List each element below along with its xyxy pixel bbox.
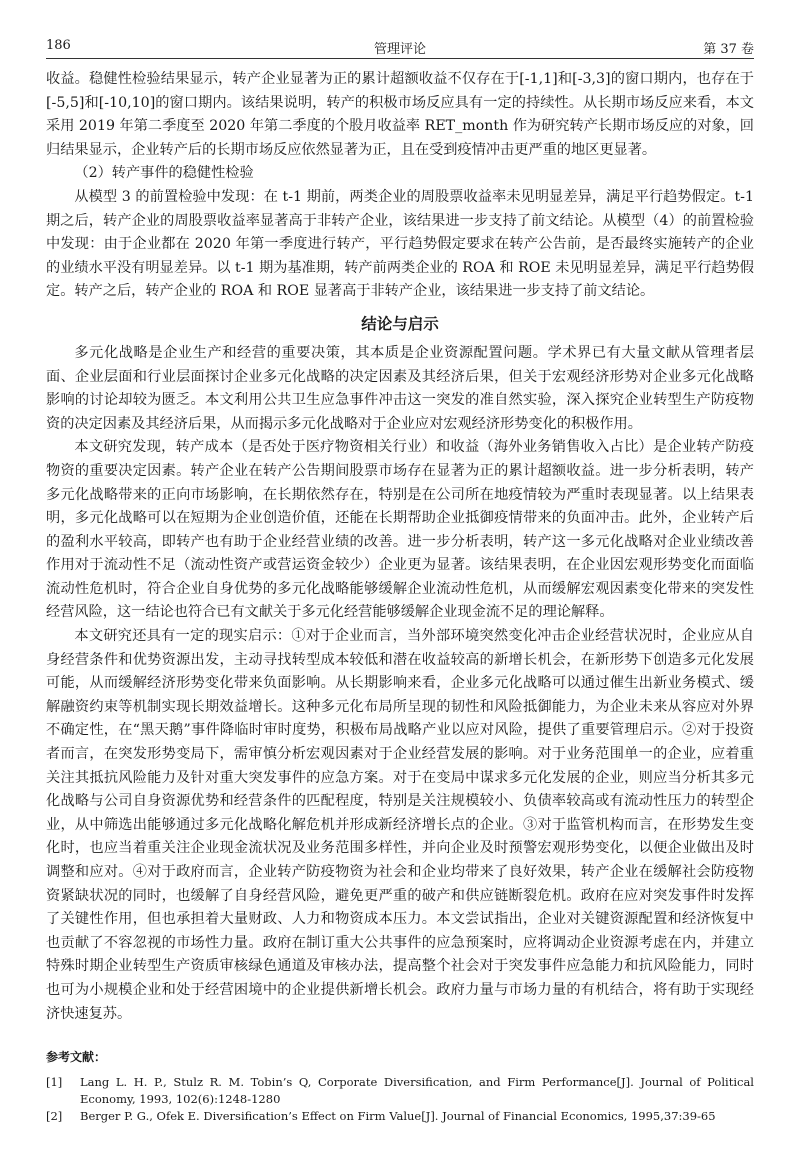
volume-label: 第 37 卷 [703, 42, 754, 57]
subsection-heading: （2）转产事件的稳健性检验 [74, 165, 254, 182]
references-title: 参考文献： [46, 1050, 107, 1065]
section-title: 结论与启示 [361, 314, 439, 333]
running-header [46, 24, 754, 59]
reference-text: Berger P. G., Ofek E. Diversification’s Effect on Firm Value[J]. Journal of Financial Economics, 1995,37:39-65 [80, 1108, 716, 1123]
body-paragraph: 本文研究发现，转产成本（是否处于医疗物资相关行业）和收益（海外业务销售收入占比）是企业转产防疫物资的重要决定因素。转产企业在转产公告期间股票市场存在显著为正的累计超额收益。进一步分析表明，转产多元化战略带来的正向市场影响，在长期依然存在，特别是在公司所在地疫情较为严重时表现显著。以上结果表明，多元化战略可以在短期为企业创造价值，还能在长期帮助企业抵御疫情带来的负面冲击。此外，企业转产后的盈利水平较高，即转产也有助于企业经营业绩的改善。进一步分析表明，转产这一多元化战略对企业业绩改善作用对于流动性不足（流动性资产或营运资金较少）企业更为显著。该结果表明，在企业因宏观形势变化而面临流动性危机时，符合企业自身优势的多元化战略能够缓解企业流动性危机，从而缓解宏观因素变化带来的突发性经营风险，这一结论也符合已有文献关于多元化经营能够缓解企业现金流不足的理论解释。 [46, 439, 754, 621]
body-paragraph: 从模型 3 的前置检验中发现：在 t-1 期前，两类企业的周股票收益率未见明显差异，满足平行趋势假定。t-1 期之后，转产企业的周股票收益率显著高于非转产企业，该结果进一步支持了前文结论。从模型（4）的前置检验中发现：由于企业都在 2020 年第一季度进行转产，平行趋势假定要求在转产公告前，是否最终实施转产的企业的业绩水平没有明显差异。以 t-1 期为基准期，转产前两类企业的 ROA 和 ROE 未见明显差异，满足平行趋势假定。转产之后，转产企业的 ROA 和 ROE 显著高于非转产企业，该结果进一步支持了前文结论。 [46, 188, 754, 300]
reference-text: Lang L. H. P., Stulz R. M. Tobin’s Q, Corporate Diversification, and Firm Performance[J]. Journal of Political Economy, 1993, 102(6):1248-1280 [80, 1074, 754, 1106]
body-paragraph: 本文研究还具有一定的现实启示：①对于企业而言，当外部环境突然变化冲击企业经营状况时，企业应从自身经营条件和优势资源出发，主动寻找转型成本较低和潜在收益较高的新增长机会，在新形势下创造多元化发展可能，从而缓解经济形势变化带来负面影响。从长期影响来看，企业多元化战略可以通过催生出新业务模式、缓解融资约束等机制实现长期效益增长。这种多元化布局所呈现的韧性和风险抵御能力，为企业未来从容应对外界不确定性，在“黑天鹅”事件降临时审时度势，积极布局战略产业以应对风险，提供了重要管理启示。②对于投资者而言，在突发形势变局下，需审慎分析宏观因素对于企业经营发展的影响。对于业务范围单一的企业，应着重关注其抵抗风险能力及针对重大突发事件的应急方案。对于在变局中谋求多元化发展的企业，则应当分析其多元化战略与公司自身资源优势和经营条件的匹配程度，特别是关注规模较小、负债率较高或有流动性压力的转型企业，从中筛选出能够通过多元化战略化解危机并形成新经济增长点的企业。③对于监管机构而言，在形势发生变化时，也应当着重关注企业现金流状况及业务范围多样性，并向企业及时预警宏观形势变化，以便企业做出及时调整和应对。④对于政府而言，企业转产防疫物资为社会和企业均带来了良好效果，转产企业在缓解社会防疫物资紧缺状况的同时，也缓解了自身经营风险，避免更严重的破产和供应链断裂危机。政府在应对突发事件时发挥了关键性作用，但也承担着大量财政、人力和物资成本压力。本文尝试指出，企业对关键资源配置和经济恢复中也贡献了不容忽视的市场性力量。政府在制订重大公共事件的应急预案时，应将调动企业资源考虑在内，并建立特殊时期企业转型生产资质审核绿色通道及审核办法，提高整个社会对于突发事件应急能力和抗风险能力，同时也可为小规模企业和处于经营困境中的企业提供新增长机会。政府力量与市场力量的有机结合，将有助于实现经济快速复苏。 [46, 628, 754, 1022]
reference-number: [1] [46, 1074, 63, 1089]
body-paragraph: 收益。稳健性检验结果显示，转产企业显著为正的累计超额收益不仅存在于[-1,1]和[-3,3]的窗口期内，也存在于[-5,5]和[-10,10]的窗口期内。该结果说明，转产的积极市场反应具有一定的持续性。从长期市场反应来看，本文采用 2019 年第二季度至 2020 年第二季度的个股月收益率 RET_month 作为研究转产长期市场反应的对象，回归结果显示，企业转产后的长期市场反应依然显著为正，且在受到疫情冲击更严重的地区更显著。 [46, 71, 754, 158]
reference-item [46, 1074, 754, 1108]
page-number: 186 [46, 38, 71, 53]
journal-name: 管理评论 [373, 42, 426, 57]
reference-number: [2] [46, 1108, 63, 1123]
article-body [46, 68, 754, 1125]
body-paragraph: 多元化战略是企业生产和经营的重要决策，其本质是企业资源配置问题。学术界已有大量文献从管理者层面、企业层面和行业层面探讨企业多元化战略的决定因素及其经济后果，但关于宏观经济形势对企业多元化战略影响的讨论却较为匮乏。本文利用公共卫生应急事件冲击这一突发的准自然实验，深入探究企业转型生产防疫物资的决定因素及其经济后果，从而揭示多元化战略对于企业应对宏观经济形势变化的积极作用。 [46, 344, 754, 432]
reference-item [46, 1108, 754, 1125]
